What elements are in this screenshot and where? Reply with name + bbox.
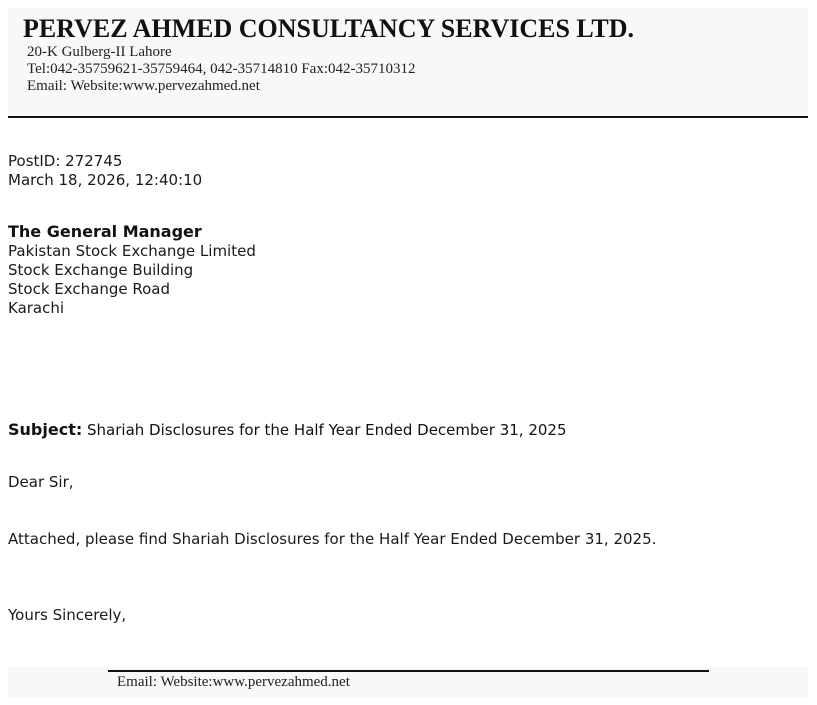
- footer-email-website: Email: Website:www.pervezahmed.net: [117, 674, 350, 690]
- company-name: PERVEZ AHMED CONSULTANCY SERVICES LTD.: [23, 14, 634, 43]
- recipient-organization: Pakistan Stock Exchange Limited: [8, 242, 256, 260]
- post-datetime: March 18, 2026, 12:40:10: [8, 171, 203, 189]
- post-id: PostID: 272745: [8, 152, 123, 170]
- letter-body: Attached, please find Shariah Disclosures for the Half Year Ended December 31, 2025.: [8, 530, 657, 548]
- subject-text: Shariah Disclosures for the Half Year Ended December 31, 2025: [87, 421, 567, 439]
- salutation: Dear Sir,: [8, 473, 74, 491]
- subject-line: [8, 420, 567, 439]
- recipient-city: Karachi: [8, 299, 65, 317]
- closing: Yours Sincerely,: [8, 606, 127, 624]
- company-address: 20-K Gulberg-II Lahore: [27, 44, 172, 60]
- header-divider: [8, 116, 808, 118]
- recipient-title: The General Manager: [8, 222, 202, 241]
- subject-label: Subject:: [8, 420, 83, 439]
- recipient-road: Stock Exchange Road: [8, 280, 170, 298]
- company-contact: Tel:042-35759621-35759464, 042-35714810 Fax:042-35710312: [27, 61, 416, 77]
- company-email-website: Email: Website:www.pervezahmed.net: [27, 78, 260, 94]
- recipient-building: Stock Exchange Building: [8, 261, 194, 279]
- footer-divider: [108, 670, 709, 672]
